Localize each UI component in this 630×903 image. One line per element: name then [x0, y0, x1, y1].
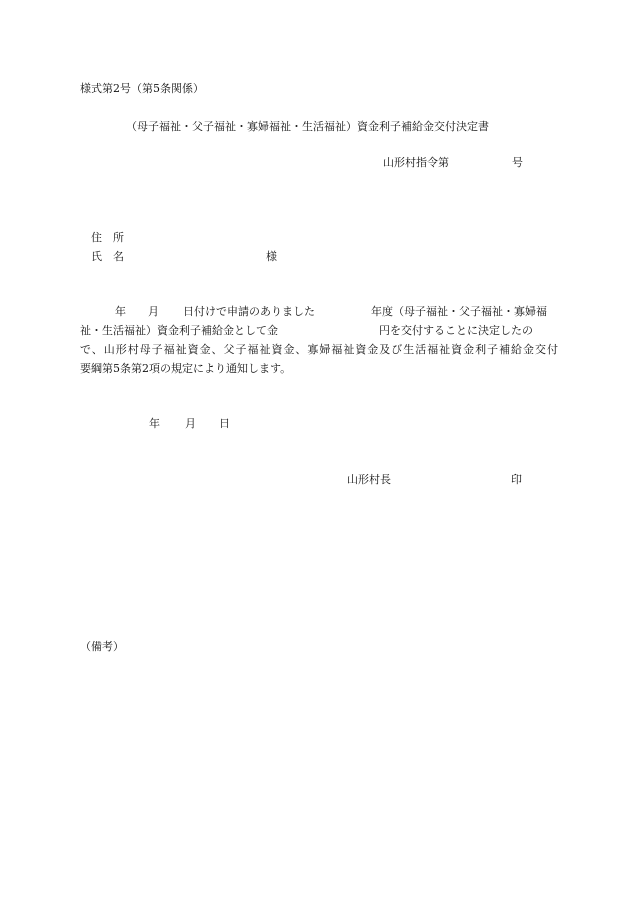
name-label: 氏 名	[91, 250, 124, 263]
honorific: 様	[266, 250, 277, 263]
body-line4: 要綱第5条第2項の規定により通知します。	[80, 362, 292, 375]
document-title: （母子福祉・父子福祉・寡婦福祉・生活福祉）資金利子補給金交付決定書	[126, 120, 489, 133]
date-year: 年	[149, 417, 160, 430]
body-line1-text-a: 日付けで申請のありました	[183, 305, 315, 318]
issuer-name: 山形村長	[347, 473, 391, 486]
body-line1-year: 年	[115, 305, 126, 318]
document-number-prefix: 山形村指令第	[383, 156, 449, 169]
body-line1-month: 月	[148, 305, 159, 318]
issuer-seal: 印	[511, 473, 522, 486]
document-number-suffix: 号	[512, 156, 523, 169]
body-line2-text-a: 祉・生活福祉）資金利子補給金として金	[80, 324, 278, 337]
date-month: 月	[185, 417, 196, 430]
body-line1-text-b: 年度（母子福祉・父子福祉・寡婦福	[371, 305, 547, 318]
date-day: 日	[219, 417, 230, 430]
body-line2-text-b: 円を交付することに決定したの	[379, 324, 533, 337]
form-number: 様式第2号（第5条関係）	[80, 82, 204, 95]
address-label: 住 所	[91, 231, 124, 244]
body-line3: で、山形村母子福祉資金、父子福祉資金、寡婦福祉資金及び生活福祉資金利子補給金交付	[80, 343, 558, 356]
remarks-label: （備考）	[80, 640, 124, 653]
